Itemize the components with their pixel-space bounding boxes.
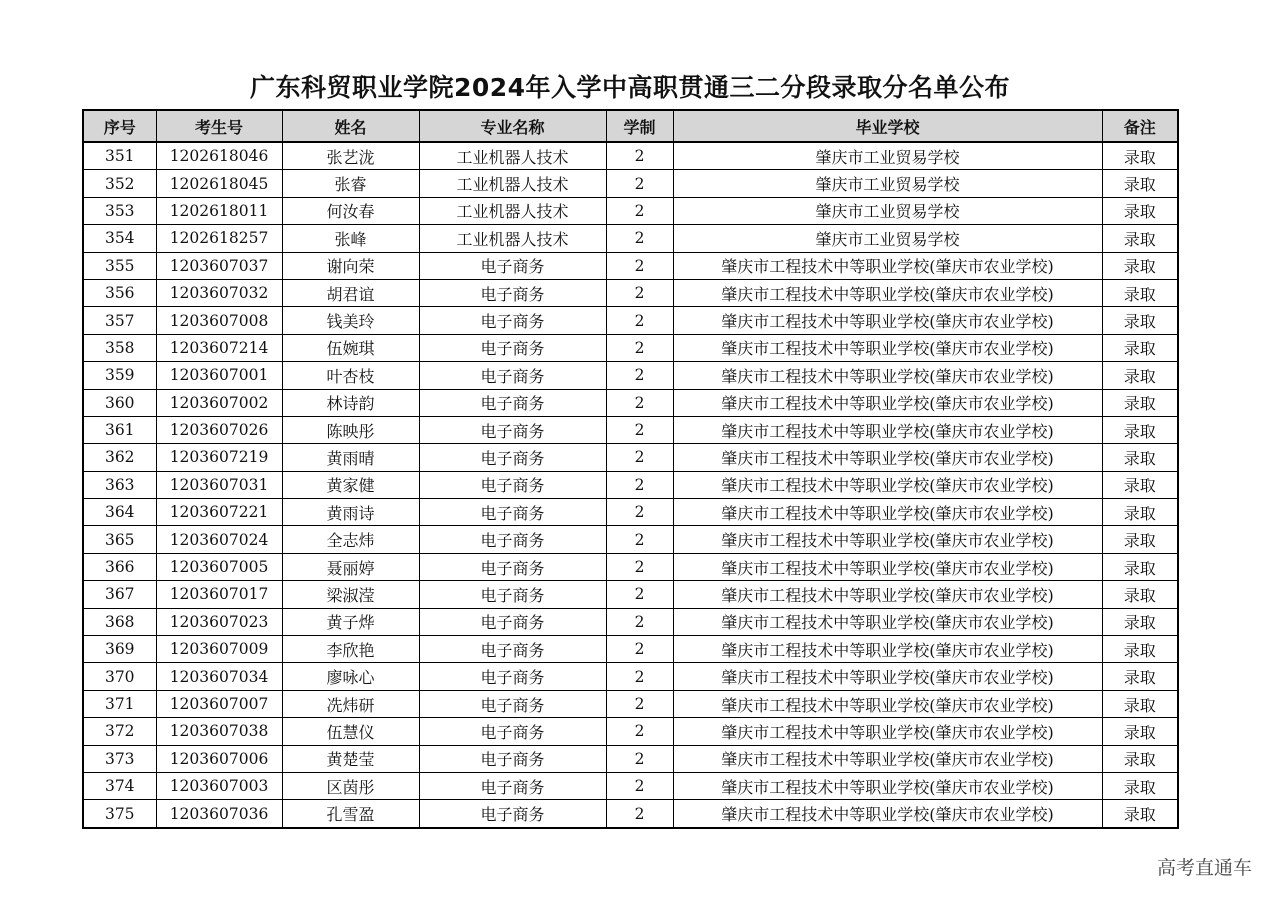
- cell-exam-id: 1202618046: [156, 142, 282, 170]
- cell-major: 工业机器人技术: [419, 170, 606, 197]
- cell-major: 工业机器人技术: [419, 197, 606, 224]
- cell-duration: 2: [606, 690, 673, 717]
- table-row: [83, 362, 1178, 389]
- cell-duration: 2: [606, 142, 673, 170]
- cell-exam-id: 1203607214: [156, 334, 282, 361]
- cell-school: 肇庆市工程技术中等职业学校(肇庆市农业学校): [673, 334, 1102, 361]
- cell-name: 区茵彤: [282, 772, 419, 799]
- cell-exam-id: 1202618011: [156, 197, 282, 224]
- cell-name: 孔雪盈: [282, 800, 419, 828]
- cell-remark: 录取: [1102, 197, 1178, 224]
- cell-index: 367: [83, 581, 156, 608]
- cell-exam-id: 1203607008: [156, 307, 282, 334]
- table-row: [83, 252, 1178, 279]
- cell-remark: 录取: [1102, 745, 1178, 772]
- cell-major: 电子商务: [419, 471, 606, 498]
- cell-exam-id: 1203607221: [156, 499, 282, 526]
- cell-index: 360: [83, 389, 156, 416]
- cell-school: 肇庆市工程技术中等职业学校(肇庆市农业学校): [673, 307, 1102, 334]
- cell-remark: 录取: [1102, 663, 1178, 690]
- cell-name: 黄雨晴: [282, 444, 419, 471]
- cell-major: 工业机器人技术: [419, 225, 606, 252]
- cell-school: 肇庆市工业贸易学校: [673, 197, 1102, 224]
- cell-major: 电子商务: [419, 772, 606, 799]
- cell-school: 肇庆市工程技术中等职业学校(肇庆市农业学校): [673, 636, 1102, 663]
- cell-school: 肇庆市工程技术中等职业学校(肇庆市农业学校): [673, 526, 1102, 553]
- cell-name: 李欣艳: [282, 636, 419, 663]
- cell-exam-id: 1203607001: [156, 362, 282, 389]
- cell-duration: 2: [606, 553, 673, 580]
- cell-duration: 2: [606, 581, 673, 608]
- cell-name: 聂丽婷: [282, 553, 419, 580]
- cell-index: 373: [83, 745, 156, 772]
- column-header-remark: 备注: [1102, 110, 1178, 142]
- watermark-text: 高考直通车: [1156, 857, 1252, 879]
- cell-major: 电子商务: [419, 581, 606, 608]
- table-row: [83, 581, 1178, 608]
- cell-index: 354: [83, 225, 156, 252]
- table-row: [83, 718, 1178, 745]
- cell-duration: 2: [606, 334, 673, 361]
- cell-exam-id: 1203607003: [156, 772, 282, 799]
- cell-duration: 2: [606, 663, 673, 690]
- table-row: [83, 499, 1178, 526]
- cell-name: 廖咏心: [282, 663, 419, 690]
- cell-name: 陈映彤: [282, 416, 419, 443]
- cell-remark: 录取: [1102, 334, 1178, 361]
- cell-name: 黄家健: [282, 471, 419, 498]
- cell-index: 375: [83, 800, 156, 828]
- cell-exam-id: 1203607032: [156, 279, 282, 306]
- table-row: [83, 307, 1178, 334]
- table-row: [83, 553, 1178, 580]
- cell-exam-id: 1203607006: [156, 745, 282, 772]
- cell-remark: 录取: [1102, 772, 1178, 799]
- cell-index: 364: [83, 499, 156, 526]
- cell-school: 肇庆市工程技术中等职业学校(肇庆市农业学校): [673, 389, 1102, 416]
- cell-school: 肇庆市工业贸易学校: [673, 142, 1102, 170]
- cell-remark: 录取: [1102, 608, 1178, 635]
- cell-remark: 录取: [1102, 526, 1178, 553]
- cell-duration: 2: [606, 197, 673, 224]
- cell-name: 伍慧仪: [282, 718, 419, 745]
- cell-name: 张睿: [282, 170, 419, 197]
- cell-major: 电子商务: [419, 362, 606, 389]
- table-header: [83, 110, 1178, 142]
- table-row: [83, 745, 1178, 772]
- table-row: [83, 690, 1178, 717]
- cell-major: 电子商务: [419, 745, 606, 772]
- cell-name: 黄子烨: [282, 608, 419, 635]
- cell-remark: 录取: [1102, 170, 1178, 197]
- cell-index: 352: [83, 170, 156, 197]
- table-row: [83, 416, 1178, 443]
- cell-major: 电子商务: [419, 252, 606, 279]
- column-header-name: 姓名: [282, 110, 419, 142]
- cell-remark: 录取: [1102, 279, 1178, 306]
- cell-school: 肇庆市工程技术中等职业学校(肇庆市农业学校): [673, 471, 1102, 498]
- cell-school: 肇庆市工业贸易学校: [673, 170, 1102, 197]
- cell-major: 电子商务: [419, 499, 606, 526]
- cell-exam-id: 1202618257: [156, 225, 282, 252]
- cell-name: 胡君谊: [282, 279, 419, 306]
- table-row: [83, 225, 1178, 252]
- table-row: [83, 389, 1178, 416]
- cell-exam-id: 1203607037: [156, 252, 282, 279]
- cell-index: 365: [83, 526, 156, 553]
- cell-name: 梁淑滢: [282, 581, 419, 608]
- cell-exam-id: 1202618045: [156, 170, 282, 197]
- cell-duration: 2: [606, 471, 673, 498]
- table-row: [83, 636, 1178, 663]
- cell-index: 368: [83, 608, 156, 635]
- cell-school: 肇庆市工程技术中等职业学校(肇庆市农业学校): [673, 553, 1102, 580]
- cell-remark: 录取: [1102, 252, 1178, 279]
- cell-remark: 录取: [1102, 690, 1178, 717]
- cell-school: 肇庆市工程技术中等职业学校(肇庆市农业学校): [673, 444, 1102, 471]
- cell-index: 358: [83, 334, 156, 361]
- cell-duration: 2: [606, 416, 673, 443]
- cell-duration: 2: [606, 362, 673, 389]
- cell-index: 369: [83, 636, 156, 663]
- cell-name: 张艺泷: [282, 142, 419, 170]
- cell-remark: 录取: [1102, 389, 1178, 416]
- cell-major: 电子商务: [419, 444, 606, 471]
- cell-exam-id: 1203607024: [156, 526, 282, 553]
- cell-index: 353: [83, 197, 156, 224]
- cell-exam-id: 1203607017: [156, 581, 282, 608]
- cell-duration: 2: [606, 772, 673, 799]
- cell-index: 374: [83, 772, 156, 799]
- cell-major: 电子商务: [419, 663, 606, 690]
- cell-exam-id: 1203607038: [156, 718, 282, 745]
- table-body: [83, 142, 1178, 828]
- cell-index: 363: [83, 471, 156, 498]
- cell-duration: 2: [606, 718, 673, 745]
- table-row: [83, 197, 1178, 224]
- cell-school: 肇庆市工业贸易学校: [673, 225, 1102, 252]
- table-row: [83, 772, 1178, 799]
- cell-name: 何汝春: [282, 197, 419, 224]
- cell-major: 电子商务: [419, 416, 606, 443]
- cell-duration: 2: [606, 745, 673, 772]
- cell-remark: 录取: [1102, 362, 1178, 389]
- cell-remark: 录取: [1102, 416, 1178, 443]
- cell-exam-id: 1203607009: [156, 636, 282, 663]
- cell-major: 电子商务: [419, 334, 606, 361]
- cell-name: 谢向荣: [282, 252, 419, 279]
- cell-index: 357: [83, 307, 156, 334]
- cell-major: 电子商务: [419, 608, 606, 635]
- cell-exam-id: 1203607034: [156, 663, 282, 690]
- cell-name: 黄楚莹: [282, 745, 419, 772]
- column-header-index: 序号: [83, 110, 156, 142]
- cell-remark: 录取: [1102, 553, 1178, 580]
- cell-remark: 录取: [1102, 444, 1178, 471]
- cell-school: 肇庆市工程技术中等职业学校(肇庆市农业学校): [673, 772, 1102, 799]
- cell-major: 电子商务: [419, 307, 606, 334]
- cell-name: 全志炜: [282, 526, 419, 553]
- cell-school: 肇庆市工程技术中等职业学校(肇庆市农业学校): [673, 499, 1102, 526]
- cell-remark: 录取: [1102, 471, 1178, 498]
- cell-exam-id: 1203607007: [156, 690, 282, 717]
- cell-duration: 2: [606, 800, 673, 828]
- cell-major: 电子商务: [419, 718, 606, 745]
- cell-remark: 录取: [1102, 800, 1178, 828]
- cell-exam-id: 1203607026: [156, 416, 282, 443]
- document-title: 广东科贸职业学院2024年入学中高职贯通三二分段录取分名单公布: [249, 73, 1011, 102]
- cell-name: 林诗韵: [282, 389, 419, 416]
- cell-major: 电子商务: [419, 690, 606, 717]
- cell-exam-id: 1203607036: [156, 800, 282, 828]
- cell-major: 工业机器人技术: [419, 142, 606, 170]
- cell-exam-id: 1203607005: [156, 553, 282, 580]
- cell-exam-id: 1203607023: [156, 608, 282, 635]
- cell-major: 电子商务: [419, 636, 606, 663]
- cell-school: 肇庆市工程技术中等职业学校(肇庆市农业学校): [673, 252, 1102, 279]
- cell-duration: 2: [606, 526, 673, 553]
- cell-school: 肇庆市工程技术中等职业学校(肇庆市农业学校): [673, 416, 1102, 443]
- cell-remark: 录取: [1102, 225, 1178, 252]
- cell-school: 肇庆市工程技术中等职业学校(肇庆市农业学校): [673, 745, 1102, 772]
- cell-school: 肇庆市工程技术中等职业学校(肇庆市农业学校): [673, 581, 1102, 608]
- table-row: [83, 526, 1178, 553]
- cell-major: 电子商务: [419, 800, 606, 828]
- cell-exam-id: 1203607031: [156, 471, 282, 498]
- cell-remark: 录取: [1102, 307, 1178, 334]
- cell-name: 钱美玲: [282, 307, 419, 334]
- cell-index: 366: [83, 553, 156, 580]
- table-row: [83, 142, 1178, 170]
- cell-school: 肇庆市工程技术中等职业学校(肇庆市农业学校): [673, 663, 1102, 690]
- cell-school: 肇庆市工程技术中等职业学校(肇庆市农业学校): [673, 690, 1102, 717]
- cell-major: 电子商务: [419, 389, 606, 416]
- cell-duration: 2: [606, 444, 673, 471]
- cell-duration: 2: [606, 608, 673, 635]
- cell-name: 张峰: [282, 225, 419, 252]
- cell-school: 肇庆市工程技术中等职业学校(肇庆市农业学校): [673, 718, 1102, 745]
- table-row: [83, 279, 1178, 306]
- cell-exam-id: 1203607219: [156, 444, 282, 471]
- cell-duration: 2: [606, 499, 673, 526]
- cell-remark: 录取: [1102, 581, 1178, 608]
- cell-duration: 2: [606, 225, 673, 252]
- cell-school: 肇庆市工程技术中等职业学校(肇庆市农业学校): [673, 362, 1102, 389]
- cell-school: 肇庆市工程技术中等职业学校(肇庆市农业学校): [673, 608, 1102, 635]
- cell-duration: 2: [606, 252, 673, 279]
- cell-major: 电子商务: [419, 279, 606, 306]
- cell-index: 359: [83, 362, 156, 389]
- cell-index: 371: [83, 690, 156, 717]
- cell-index: 370: [83, 663, 156, 690]
- cell-remark: 录取: [1102, 718, 1178, 745]
- cell-duration: 2: [606, 636, 673, 663]
- cell-remark: 录取: [1102, 142, 1178, 170]
- cell-name: 叶杏枝: [282, 362, 419, 389]
- column-header-major: 专业名称: [419, 110, 606, 142]
- cell-index: 362: [83, 444, 156, 471]
- cell-duration: 2: [606, 307, 673, 334]
- admission-table: [82, 109, 1179, 829]
- column-header-exam-id: 考生号: [156, 110, 282, 142]
- cell-name: 伍婉琪: [282, 334, 419, 361]
- table-row: [83, 334, 1178, 361]
- column-header-duration: 学制: [606, 110, 673, 142]
- cell-index: 372: [83, 718, 156, 745]
- cell-school: 肇庆市工程技术中等职业学校(肇庆市农业学校): [673, 279, 1102, 306]
- cell-duration: 2: [606, 389, 673, 416]
- cell-school: 肇庆市工程技术中等职业学校(肇庆市农业学校): [673, 800, 1102, 828]
- table-row: [83, 663, 1178, 690]
- table-row: [83, 444, 1178, 471]
- table-row: [83, 800, 1178, 828]
- cell-index: 351: [83, 142, 156, 170]
- header-row: [83, 110, 1178, 142]
- cell-major: 电子商务: [419, 553, 606, 580]
- cell-major: 电子商务: [419, 526, 606, 553]
- cell-index: 356: [83, 279, 156, 306]
- cell-index: 361: [83, 416, 156, 443]
- cell-remark: 录取: [1102, 499, 1178, 526]
- table-row: [83, 170, 1178, 197]
- table-row: [83, 608, 1178, 635]
- cell-duration: 2: [606, 279, 673, 306]
- cell-duration: 2: [606, 170, 673, 197]
- cell-remark: 录取: [1102, 636, 1178, 663]
- table-row: [83, 471, 1178, 498]
- cell-index: 355: [83, 252, 156, 279]
- cell-exam-id: 1203607002: [156, 389, 282, 416]
- cell-name: 冼炜研: [282, 690, 419, 717]
- column-header-school: 毕业学校: [673, 110, 1102, 142]
- cell-name: 黄雨诗: [282, 499, 419, 526]
